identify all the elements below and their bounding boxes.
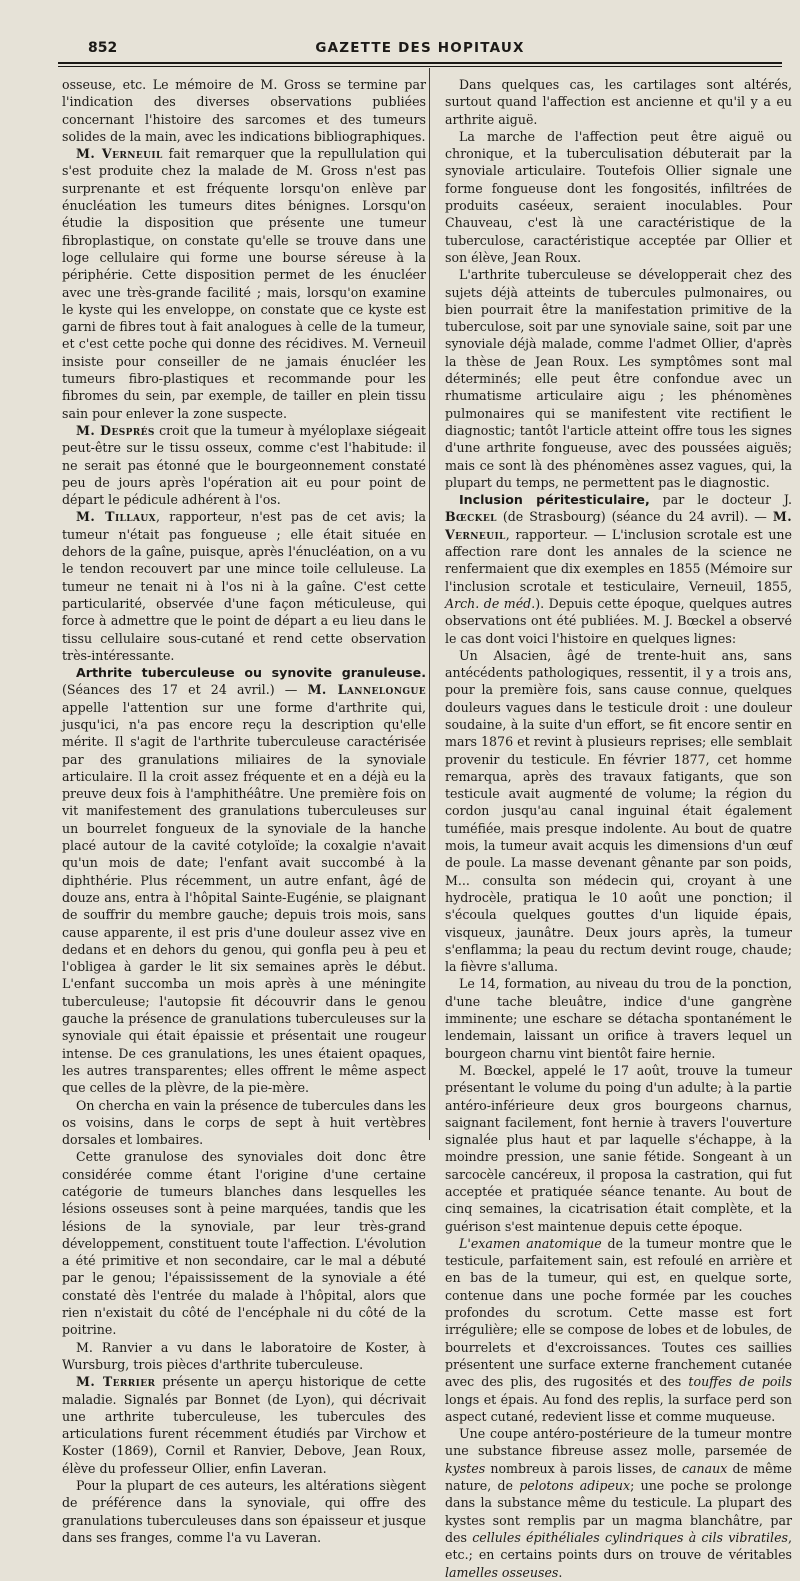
right-column xyxy=(445,76,792,1581)
paragraph: osseuse, etc. Le mémoire de M. Gross se termine par l'indication des diverses observations publiées concernant l'histoire des sarcomes et des tumeurs solides de la main, avec les indications bibliographiques. xyxy=(62,77,426,144)
paragraph: L'examen anatomique de la tumeur montre que le testicule, parfaitement sain, est refoulé en arrière et en bas de la tumeur, qui est, en quelque sorte, contenue dans une poche formée par les couches profondes du scrotum. Cette masse est fort irrégulière; elle se compose de lobes et de lobules, de bourrelets et d'excroissances. Toutes ces saillies présentent une surface externe franchement cutanée avec des plis, des rugosités et des touffes de poils longs et épais. Au fond des replis, la surface perd son aspect cutané, redevient lisse et comme muqueuse. xyxy=(445,1235,793,1424)
page-number: 852 xyxy=(88,40,118,56)
speaker-name: M. Tillaux xyxy=(76,509,157,525)
paragraph: Le 14, formation, au niveau du trou de la ponction, d'une tache bleuâtre, indice d'une gangrène imminente; une eschare se détacha spontanément le lendemain, laissant un orifice à travers lequel un bourgeon charnu vint bientôt faire hernie. xyxy=(445,976,792,1061)
running-title: GAZETTE DES HOPITAUX xyxy=(315,40,525,56)
left-column xyxy=(62,76,426,1546)
section-heading: Inclusion péritesticulaire, xyxy=(459,492,650,508)
section-paragraph: Inclusion péritesticulaire, par le docteur J. Bœckel (de Strasbourg) (séance du 24 avril). — M. Verneuil, rapporteur. — L'inclusion scrotale est une affection rare dont les annales de la science ne renfermaient que dix exemples en 1855 (Mémoire sur l'inclusion scrotale et testiculaire, Verneuil, 1855, Arch. de méd.). Depuis cette époque, quelques autres observations ont été publiées. M. J. Bœckel a observé le cas dont voici l'histoire en quelques lignes: xyxy=(445,492,793,646)
paragraph: Pour la plupart de ces auteurs, les altérations siègent de préférence dans la synoviale, qui offre des granulations tuberculeuses dans son épaisseur et jusque dans ses franges, comme l'a vu Laveran. xyxy=(62,1478,426,1545)
paragraph: M. Terrier présente un aperçu historique de cette maladie. Signalés par Bonnet (de Lyon), qui décrivait une arthrite tuberculeuse, les tubercules des articulations furent récemment étudiés par Virchow et Koster (1869), Cornil et Ranvier, Debove, Jean Roux, élève du professeur Ollier, enfin Laveran. xyxy=(62,1374,426,1476)
section-heading: Arthrite tuberculeuse ou synovite granuleuse. xyxy=(76,665,426,681)
paragraph: M. Ranvier a vu dans le laboratoire de Koster, à Wursburg, trois pièces d'arthrite tuberculeuse. xyxy=(62,1339,426,1372)
author-name: Bœckel xyxy=(445,509,497,525)
paragraph: M. Després croit que la tumeur à myéloplaxe siégeait peut-être sur le tissu osseux, comme c'est l'habitude: il ne serait pas étonné que le bourgeonnement constaté peu de jours après l'opération ait eu pour point de départ le pédicule adhérent à l'os. xyxy=(62,422,426,508)
speaker-name: M. Verneuil xyxy=(445,509,792,542)
paragraph: M. Bœckel, appelé le 17 août, trouve la tumeur présentant le volume du poing d'un adulte; à la partie antéro-inférieure deux gros bourgeons charnus, saignant facilement, font hernie à travers l'ouverture signalée plus haut et par laquelle s'échappe, à la moindre pression, une sanie fétide. Songeant à un sarcocèle cancéreux, il proposa la castration, qui fut acceptée et pratiquée séance tenante. Au bout de cinq semaines, la cicatrisation était complète, et la guérison s'est maintenue depuis cette époque. xyxy=(445,1062,792,1234)
speaker-name: M. Verneuil xyxy=(76,146,163,162)
paragraph: M. Verneuil fait remarquer que la repullulation qui s'est produite chez la malade de M. Gross n'est pas surprenante et est fréquente lorsqu'on enlève par énucléation les tumeurs dites bénignes. Lorsqu'on étudie la disposition que présente une tumeur fibroplastique, on constate qu'elle se trouve dans une loge cellulaire qui forme une bourse séreuse à la périphérie. Cette disposition permet de les énucléer avec une très-grande facilité ; mais, lorsqu'on examine le kyste qui les enveloppe, on constate que ce kyste est garni de fibres tout à fait analogues à celle de la tumeur, et c'est cette poche qui donne des récidives. M. Verneuil insiste pour conseiller de ne jamais énucléer les tumeurs fibro-plastiques et recommande pour les fibromes du sein, par exemple, de tailler en plein tissu sain pour enlever la zone suspecte. xyxy=(62,146,426,421)
header-rule-thin xyxy=(58,66,782,67)
paragraph: M. Tillaux, rapporteur, n'est pas de cet avis; la tumeur n'était pas fongueuse ; elle était située en dehors de la gaîne, puisque, après l'énucléation, on a vu le tendon recouvert par une mince toile celluleuse. La tumeur ne tenait ni à l'os ni à la gaîne. C'est cette particularité, observée d'une façon méticuleuse, qui force à admettre que le point de départ a eu lieu dans le tissu cellulaire sous-cutané et rend cette observation très-intéressante. xyxy=(62,509,426,663)
speaker-name: M. Després xyxy=(76,422,155,438)
page-header xyxy=(58,40,782,60)
column-divider xyxy=(429,68,430,1140)
section-paragraph: Arthrite tuberculeuse ou synovite granuleuse. (Séances des 17 et 24 avril.) — M. Lannelongue appelle l'attention sur une forme d'arthrite qui, jusqu'ici, n'a pas encore reçu la description qu'elle mérite. Il s'agit de l'arthrite tuberculeuse caractérisée par des granulations miliaires de la synoviale articulaire. Il la croit assez fréquente et en a déjà eu la preuve deux fois à l'amphithéâtre. Une première fois on vit manifestement des granulations tuberculeuses sur un bourrelet fongueux de la synoviale de la hanche placé autour de la cavité cotyloïde; la coxalgie n'avait qu'un mois de date; l'enfant avait succombé à la diphthérie. Plus récemment, un autre enfant, âgé de douze ans, entra à l'hôpital Sainte-Eugénie, se plaignant de souffrir du membre gauche; depuis trois mois, sans cause apparente, il est pris d'une douleur assez vive en dedans et en dehors du genou, qui gonfla peu à peu et l'obligea à garder le lit six semaines après le début. L'enfant succomba un mois après à une méningite tuberculeuse; l'autopsie fit découvrir dans le genou gauche la présence de granulations tuberculeuses sur la synoviale qui était épaissie et présentait une rougeur intense. De ces granulations, les unes étaient opaques, les autres transparentes; elles offrent le même aspect que celles de la plèvre, de la pie-mère. xyxy=(62,665,427,1096)
header-rule-thick xyxy=(58,62,782,64)
paragraph: Cette granulose des synoviales doit donc être considérée comme étant l'origine d'une certaine catégorie de tumeurs blanches dans lesquelles les lésions osseuses sont à peine marquées, tandis que les lésions de la synoviale, par leur très-grand développement, constituent toute l'affection. L'évolution a été primitive et non secondaire, car le mal a débuté par le genou; l'épaississement de la synoviale a été constaté dès l'entrée du malade à l'hôpital, alors que rien n'existait du côté de l'encéphale ni du côté de la poitrine. xyxy=(62,1149,426,1338)
paragraph: Une coupe antéro-postérieure de la tumeur montre une substance fibreuse assez molle, parsemée de kystes nombreux à parois lisses, de canaux de même nature, de pelotons adipeux; une poche se prolonge dans la substance même du testicule. La plupart des kystes sont remplis par un magma blanchâtre, par des cellules épithéliales cylindriques à cils vibratiles, etc.; en certains points durs on trouve de véritables lamelles osseuses. xyxy=(445,1426,792,1580)
speaker-name: M. Terrier xyxy=(76,1374,156,1390)
paragraph: On chercha en vain la présence de tubercules dans les os voisins, dans le corps de sept à huit vertèbres dorsales et lombaires. xyxy=(62,1097,426,1148)
paragraph: La marche de l'affection peut être aiguë ou chronique, et la tuberculisation débuterait par la synoviale articulaire. Toutefois Ollier signale une forme fongueuse dont les fongosités, infiltrées de produits caséeux, seraient inoculables. Pour Chauveau, c'est là une caractéristique de la tuberculose, caractéristique acceptée par Ollier et son élève, Jean Roux. xyxy=(445,128,792,265)
paragraph: Dans quelques cas, les cartilages sont altérés, surtout quand l'affection est ancienne et qu'il y a eu arthrite aiguë. xyxy=(445,77,792,127)
paragraph: L'arthrite tuberculeuse se développerait chez des sujets déjà atteints de tubercules pulmonaires, ou bien pourrait être la manifestation primitive de la tuberculose, soit par une synoviale saine, soit par une synoviale déjà malade, comme l'admet Ollier, d'après la thèse de Jean Roux. Les symptômes sont mal déterminés; elle peut être confondue avec un rhumatisme articulaire aigu ; les phénomènes pulmonaires qui se manifestent vite rectifient le diagnostic; tantôt l'article atteint offre tous les signes d'une arthrite fongueuse, avec des poussées aiguës; mais ce sont là des phénomènes assez vagues, qui, la plupart du temps, ne permettent pas le diagnostic. xyxy=(445,267,792,490)
paragraph: Un Alsacien, âgé de trente-huit ans, sans antécédents pathologiques, ressentit, il y a trois ans, pour la première fois, sans cause connue, quelques douleurs vagues dans le testicule droit : une douleur soudaine, à la suite d'un effort, se fit encore sentir en mars 1876 et revint à plusieurs reprises; elle semblait provenir du testicule. En février 1877, cet homme remarqua, après des travaux fatigants, que son testicule avait augmenté de volume; la région du cordon jusqu'au canal inguinal était également tuméfiée, mais presque indolente. Au bout de quatre mois, la tumeur avait acquis les dimensions d'un œuf de poule. La masse devenant gênante par son poids, M... consulta son médecin qui, croyant à une hydrocèle, pratiqua le 10 août une ponction; il s'écoula quelques gouttes d'un liquide épais, visqueux, jaunâtre. Deux jours après, la tumeur s'enflamma; la peau du rectum devint rouge, chaude; la fièvre s'alluma. xyxy=(445,647,792,975)
speaker-name: M. Lannelongue xyxy=(307,682,427,698)
